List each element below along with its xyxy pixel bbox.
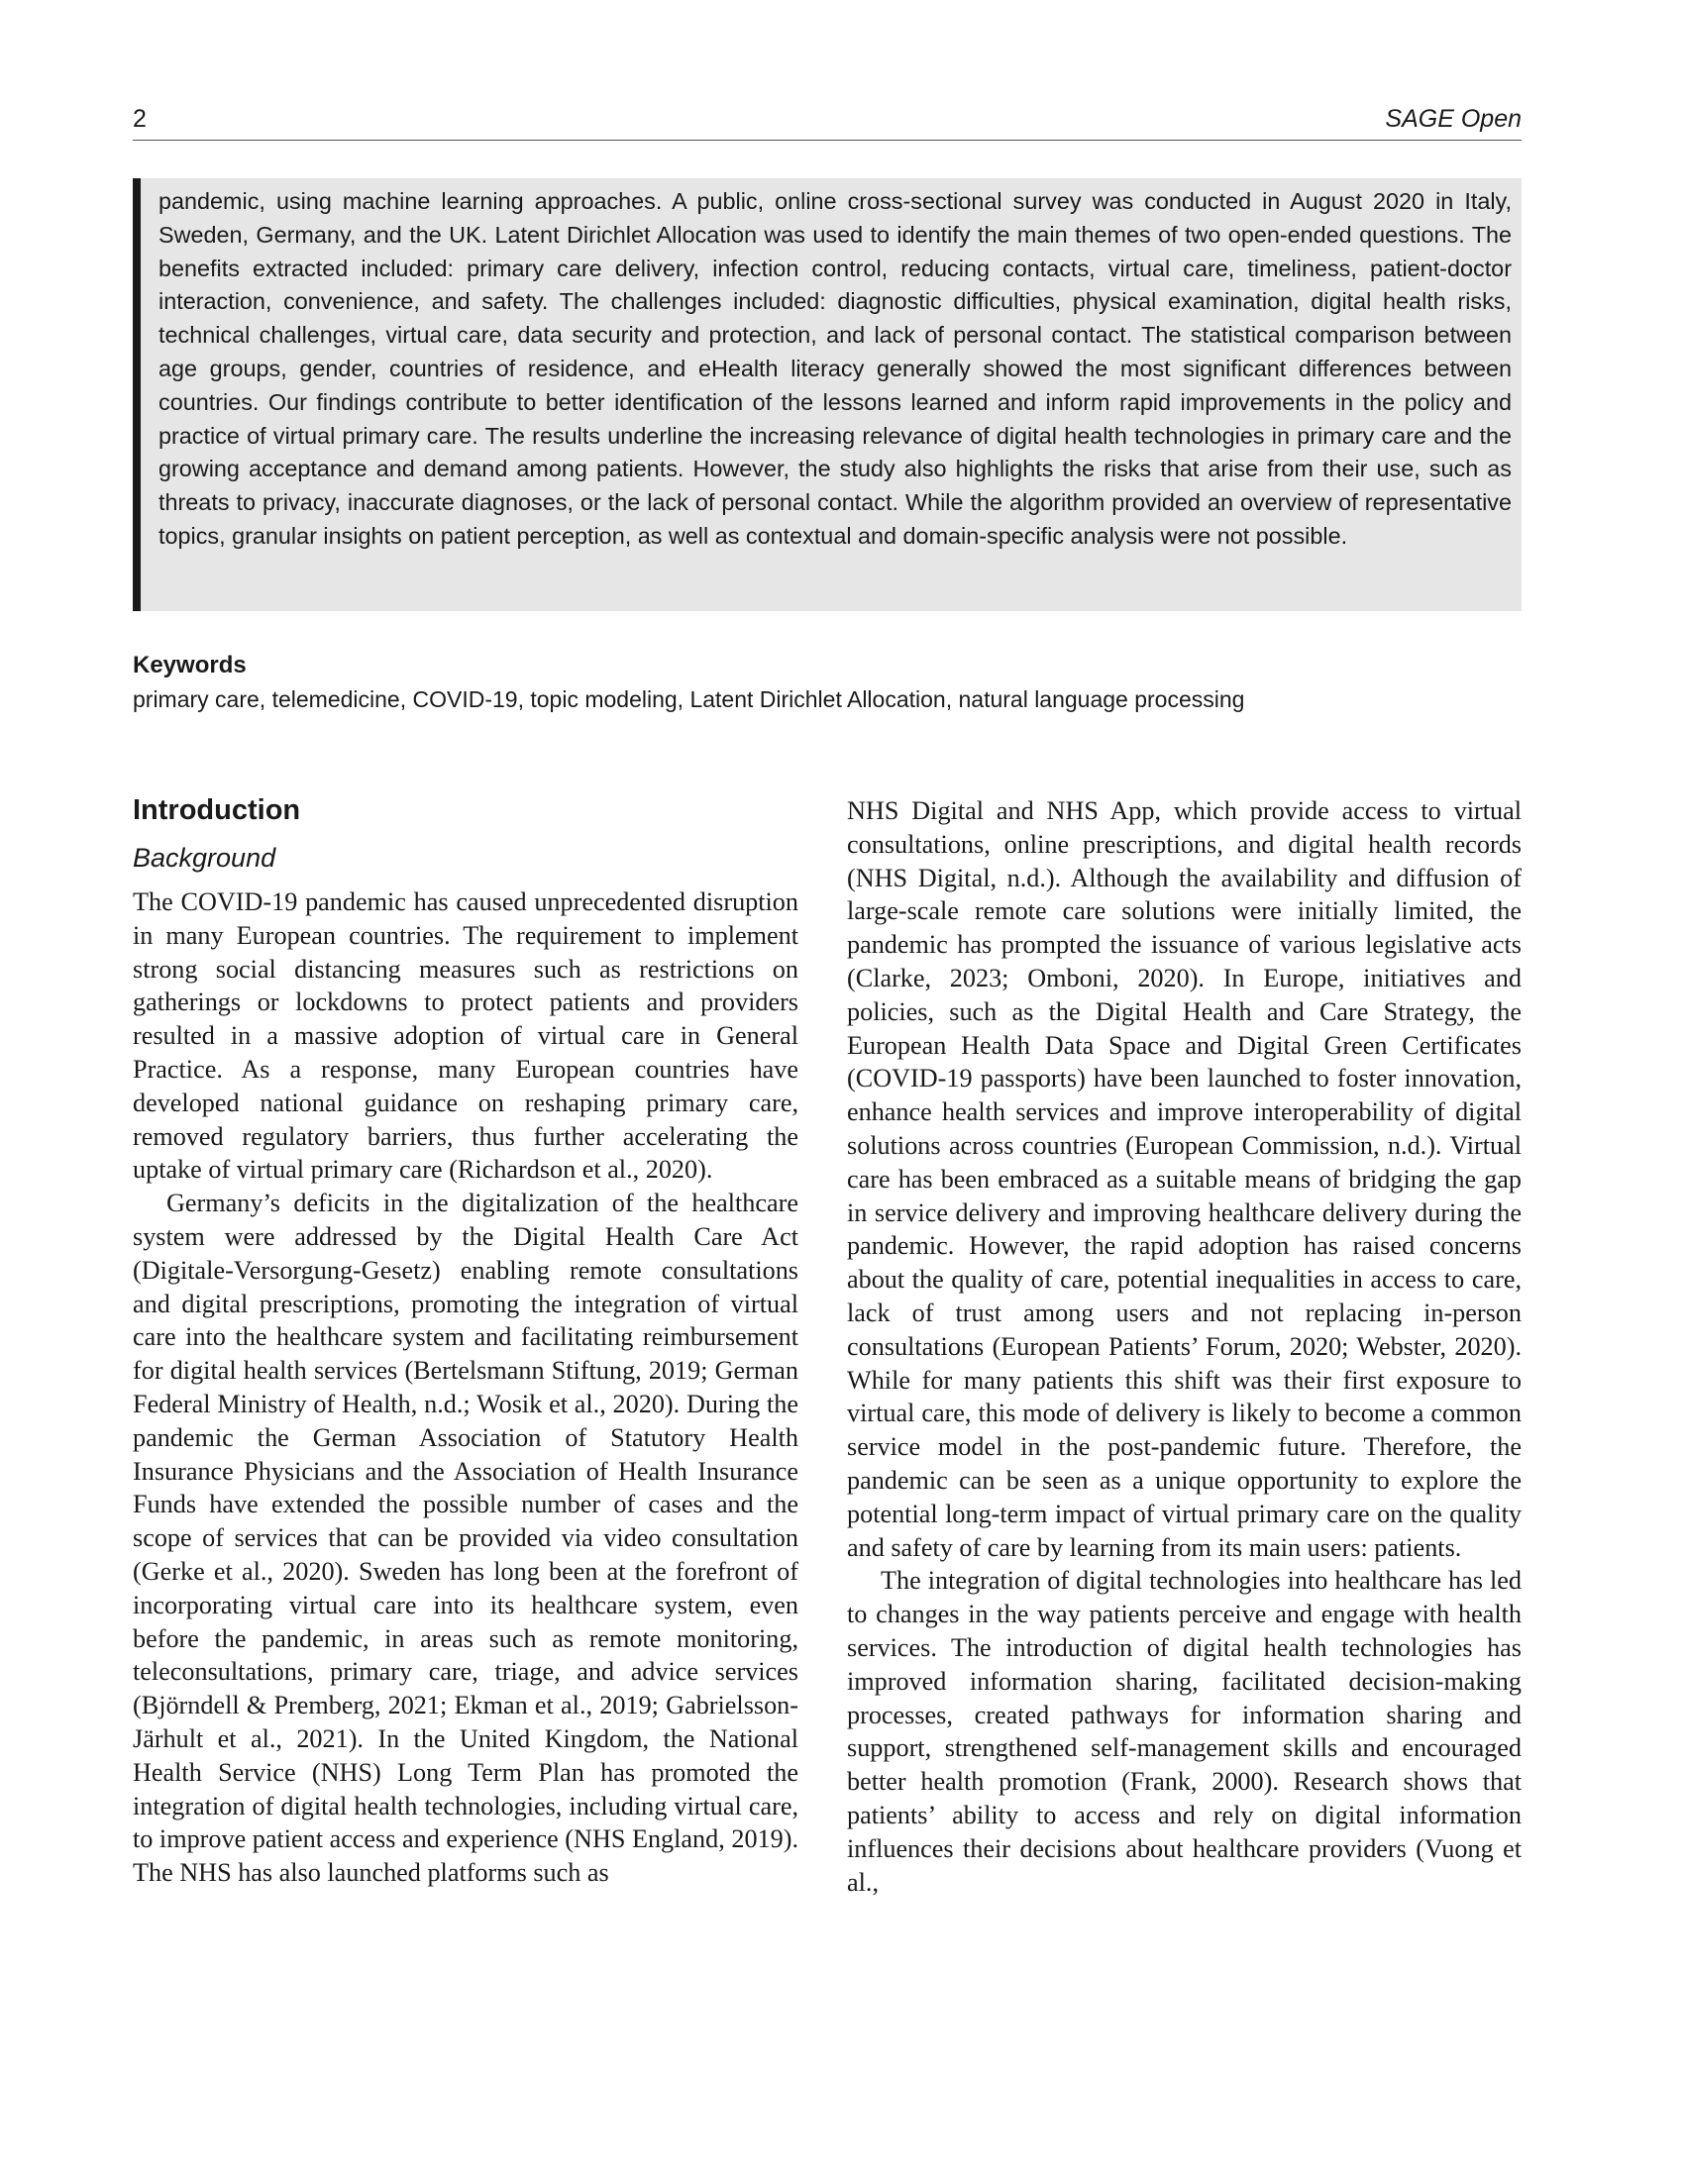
body-paragraph: The COVID-19 pandemic has caused unprecedented disruption in many European countries. The requirement to implement strong social distancing measures such as restrictions on gatherings or lockdowns to protect patients and providers resulted in a massive adoption of virtual care in General Practice. As a response, many European countries have developed national guidance on reshaping primary care, removed regulatory barriers, thus further accelerating the uptake of virtual primary care (Richardson et al., 2020). (133, 887, 798, 1185)
body-paragraph: Germany’s deficits in the digitalization of the healthcare system were addressed by the Digital Health Care Act (Digitale-Versorgung-Gesetz) enabling remote consultations and digital prescriptions, promoting the integration of virtual care into the healthcare system and facilitating reimbursement for digital health services (Bertelsmann Stiftung, 2019; German Federal Ministry of Health, n.d.; Wosik et al., 2020). During the pandemic the German Association of Statutory Health Insurance Physicians and the Association of Health Insurance Funds have extended the possible number of cases and the scope of services that can be provided via video consultation (Gerke et al., 2020). Sweden has long been at the forefront of incorporating virtual care into its healthcare system, even before the pandemic, in areas such as remote monitoring, teleconsultations, primary care, triage, and advice services (Björndell & Premberg, 2021; Ekman et al., 2019; Gabrielsson-Järhult et al., 2021). In the United Kingdom, the National Health Service (NHS) Long Term Plan has promoted the integration of digital health technologies, including virtual care, to improve patient access and experience (NHS England, 2019). The NHS has also launched platforms such as (133, 1189, 798, 1888)
body-paragraph: NHS Digital and NHS App, which provide access to virtual consultations, online prescriptions, and digital health records (NHS Digital, n.d.). Although the availability and diffusion of large-scale remote care solutions were initially limited, the pandemic has prompted the issuance of various legislative acts (Clarke, 2023; Omboni, 2020). In Europe, initiatives and policies, such as the Digital Health and Care Strategy, the European Health Data Space and Digital Green Certificates (COVID-19 passports) have been launched to foster innovation, enhance health services and improve interoperability of digital solutions across countries (European Commission, n.d.). Virtual care has been embraced as a suitable means of bridging the gap in service delivery and improving healthcare delivery during the pandemic. However, the rapid adoption has raised concerns about the quality of care, potential inequalities in access to care, lack of trust among users and not replacing in-person consultations (European Patients’ Forum, 2020; Webster, 2020). While for many patients this shift was their first exposure to virtual care, this mode of delivery is likely to become a common service model in the post-pandemic future. Therefore, the pandemic can be seen as a unique opportunity to explore the potential long-term impact of virtual primary care on the quality and safety of care by learning from its main users: patients. (847, 796, 1522, 1562)
keywords-list: primary care, telemedicine, COVID-19, topic modeling, Latent Dirichlet Allocation, natural language processing (133, 686, 1245, 712)
keywords-heading: Keywords (133, 652, 247, 678)
left-column (133, 790, 798, 1890)
journal-name: SAGE Open (1385, 105, 1522, 133)
abstract-text: pandemic, using machine learning approaches. A public, online cross-sectional survey was conducted in August 2020 in Italy, Sweden, Germany, and the UK. Latent Dirichlet Allocation was used to identify the main themes of two open-ended questions. The benefits extracted included: primary care delivery, infection control, reducing contacts, virtual care, timeliness, patient-doctor interaction, convenience, and safety. The challenges included: diagnostic difficulties, physical examination, digital health risks, technical challenges, virtual care, data security and protection, and lack of personal contact. The statistical comparison between age groups, gender, countries of residence, and eHealth literacy generally showed the most significant differences between countries. Our findings contribute to better identification of the lessons learned and inform rapid improvements in the policy and practice of virtual primary care. The results underline the increasing relevance of digital health technologies in primary care and the growing acceptance and demand among patients. However, the study also highlights the risks that arise from their use, such as threats to privacy, inaccurate diagnoses, or the lack of personal contact. While the algorithm provided an overview of representative topics, granular insights on patient perception, as well as contextual and domain-specific analysis were not possible. (158, 188, 1512, 549)
right-column (847, 794, 1522, 1899)
subsection-title-background: Background (133, 843, 276, 873)
section-title-introduction: Introduction (133, 794, 301, 826)
running-header (133, 105, 1522, 141)
keywords-section (133, 649, 1522, 716)
abstract-box (133, 178, 1522, 611)
page-number: 2 (133, 105, 147, 133)
body-paragraph: The integration of digital technologies into healthcare has led to changes in the way patients perceive and engage with health services. The introduction of digital health technologies has improved information sharing, facilitated decision-making processes, created pathways for information sharing and support, strengthened self-management skills and encouraged better health promotion (Frank, 2000). Research shows that patients’ ability to access and rely on digital information influences their decisions about healthcare providers (Vuong et al., (847, 1566, 1522, 1897)
